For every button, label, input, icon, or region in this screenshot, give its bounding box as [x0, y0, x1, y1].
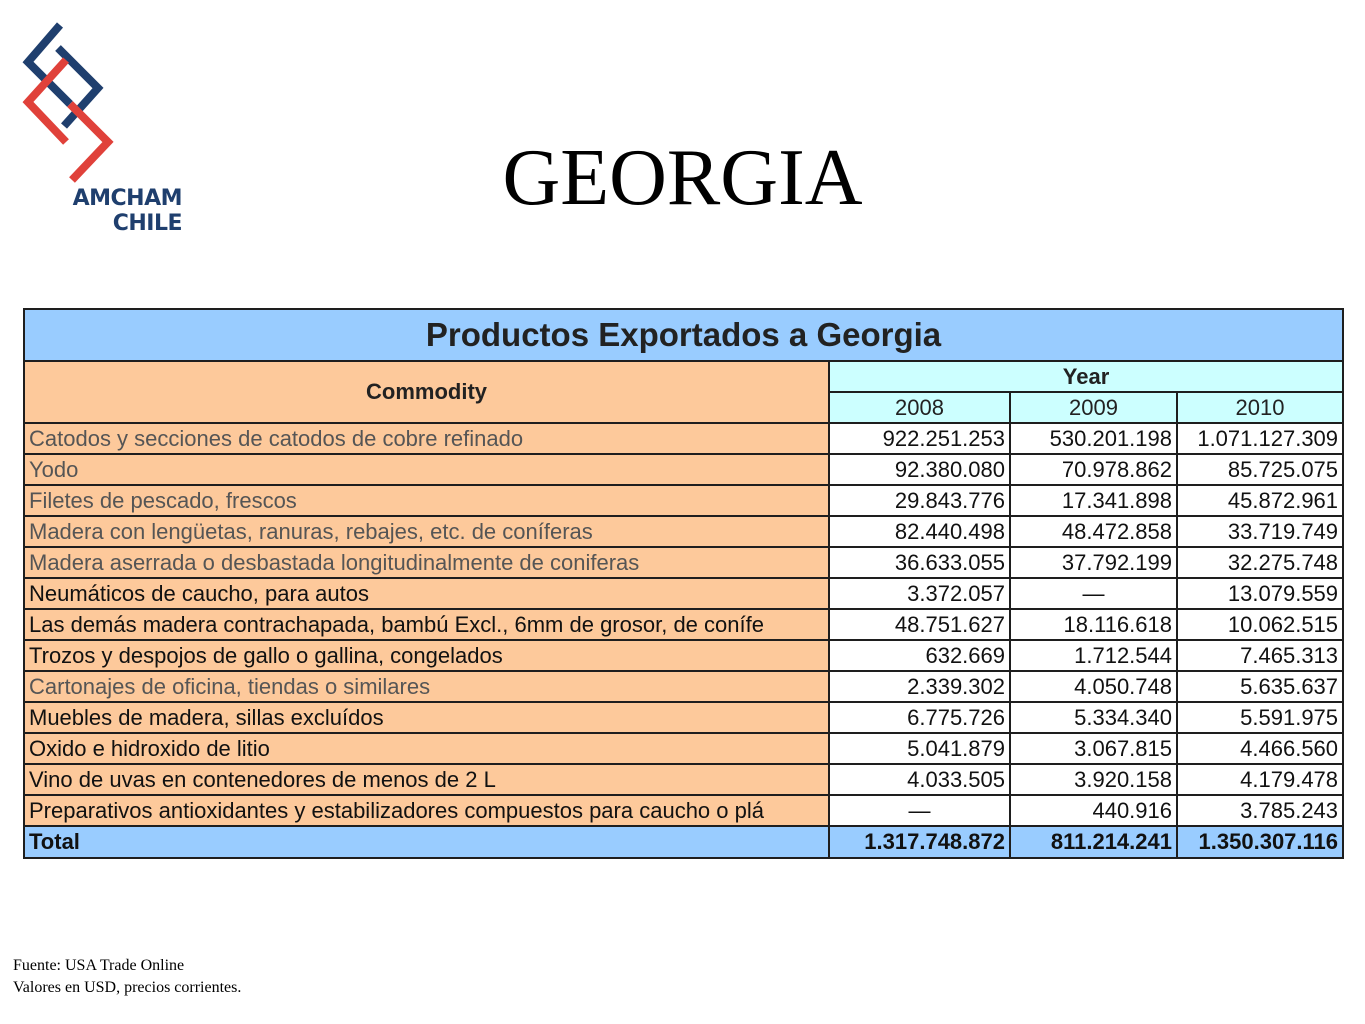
exports-table [23, 308, 1344, 859]
table-row [24, 423, 1343, 454]
commodity-header: Commodity [24, 361, 829, 423]
value-2009: 5.334.340 [1010, 702, 1177, 733]
value-2009: 1.712.544 [1010, 640, 1177, 671]
value-2010: 13.079.559 [1177, 578, 1343, 609]
table-row [24, 671, 1343, 702]
value-2010: 7.465.313 [1177, 640, 1343, 671]
commodity-name: Trozos y despojos de gallo o gallina, congelados [24, 640, 829, 671]
value-2010: 45.872.961 [1177, 485, 1343, 516]
table-row [24, 454, 1343, 485]
value-2008: 36.633.055 [829, 547, 1010, 578]
value-2009: 17.341.898 [1010, 485, 1177, 516]
logo-text-chile: CHILE [112, 211, 182, 236]
table-row [24, 547, 1343, 578]
value-2008: 6.775.726 [829, 702, 1010, 733]
table-row [24, 795, 1343, 826]
table-title: Productos Exportados a Georgia [24, 309, 1343, 361]
year-2009-header: 2009 [1010, 392, 1177, 423]
value-2009: — [1010, 578, 1177, 609]
value-2010: 5.635.637 [1177, 671, 1343, 702]
value-2008: 2.339.302 [829, 671, 1010, 702]
value-2009: 70.978.862 [1010, 454, 1177, 485]
value-2010: 1.071.127.309 [1177, 423, 1343, 454]
value-2010: 32.275.748 [1177, 547, 1343, 578]
value-2008: 5.041.879 [829, 733, 1010, 764]
total-2010: 1.350.307.116 [1177, 826, 1343, 858]
commodity-name: Neumáticos de caucho, para autos [24, 578, 829, 609]
total-2009: 811.214.241 [1010, 826, 1177, 858]
value-2008: 92.380.080 [829, 454, 1010, 485]
value-2008: 29.843.776 [829, 485, 1010, 516]
page-title: GEORGIA [502, 134, 863, 222]
footnote-units: Valores en USD, precios corrientes. [13, 979, 242, 996]
total-row [24, 826, 1343, 858]
value-2010: 4.466.560 [1177, 733, 1343, 764]
total-2008: 1.317.748.872 [829, 826, 1010, 858]
commodity-name: Filetes de pescado, frescos [24, 485, 829, 516]
table-row [24, 640, 1343, 671]
year-2008-header: 2008 [829, 392, 1010, 423]
table-row [24, 485, 1343, 516]
value-2009: 3.920.158 [1010, 764, 1177, 795]
value-2009: 18.116.618 [1010, 609, 1177, 640]
source-footnote [13, 955, 241, 999]
value-2008: 4.033.505 [829, 764, 1010, 795]
value-2008: — [829, 795, 1010, 826]
commodity-name: Vino de uvas en contenedores de menos de 2 L [24, 764, 829, 795]
value-2009: 3.067.815 [1010, 733, 1177, 764]
value-2008: 82.440.498 [829, 516, 1010, 547]
table-row [24, 764, 1343, 795]
value-2010: 4.179.478 [1177, 764, 1343, 795]
value-2010: 3.785.243 [1177, 795, 1343, 826]
commodity-name: Oxido e hidroxido de litio [24, 733, 829, 764]
commodity-name: Catodos y secciones de catodos de cobre refinado [24, 423, 829, 454]
value-2009: 530.201.198 [1010, 423, 1177, 454]
logo-text-amcham: AMCHAM [72, 186, 182, 211]
commodity-name: Las demás madera contrachapada, bambú Excl., 6mm de grosor, de conífe [24, 609, 829, 640]
value-2009: 440.916 [1010, 795, 1177, 826]
commodity-name: Madera con lengüetas, ranuras, rebajes, etc. de coníferas [24, 516, 829, 547]
value-2010: 5.591.975 [1177, 702, 1343, 733]
table-row [24, 578, 1343, 609]
commodity-name: Muebles de madera, sillas excluídos [24, 702, 829, 733]
commodity-name: Cartonajes de oficina, tiendas o similares [24, 671, 829, 702]
value-2009: 48.472.858 [1010, 516, 1177, 547]
commodity-name: Yodo [24, 454, 829, 485]
table-row [24, 609, 1343, 640]
year-2010-header: 2010 [1177, 392, 1343, 423]
total-label: Total [24, 826, 829, 858]
table-row [24, 702, 1343, 733]
table-row [24, 516, 1343, 547]
commodity-name: Preparativos antioxidantes y estabilizadores compuestos para caucho o plá [24, 795, 829, 826]
footnote-source: Fuente: USA Trade Online [13, 957, 185, 974]
commodity-name: Madera aserrada o desbastada longitudinalmente de coniferas [24, 547, 829, 578]
value-2008: 48.751.627 [829, 609, 1010, 640]
value-2009: 4.050.748 [1010, 671, 1177, 702]
value-2008: 3.372.057 [829, 578, 1010, 609]
value-2010: 33.719.749 [1177, 516, 1343, 547]
table-row [24, 733, 1343, 764]
value-2010: 10.062.515 [1177, 609, 1343, 640]
value-2008: 922.251.253 [829, 423, 1010, 454]
value-2009: 37.792.199 [1010, 547, 1177, 578]
value-2008: 632.669 [829, 640, 1010, 671]
year-header: Year [829, 361, 1343, 392]
value-2010: 85.725.075 [1177, 454, 1343, 485]
